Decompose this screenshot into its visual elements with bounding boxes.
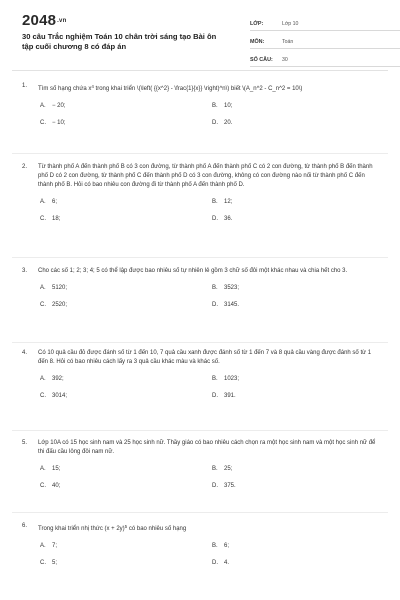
question-text: Có 10 quả cầu đỏ được đánh số từ 1 đến 10, 7 quả cầu xanh được đánh số từ 1 đến 7 và 8 quả cầu vàng được đánh số từ 1 đến 8. Hỏi có bao nhiêu cách lấy ra 3 quả cầu khác màu và khác số. <box>38 350 372 365</box>
option-d[interactable]: D. 3145. <box>212 302 240 308</box>
meta-label-subject: MÔN: <box>250 39 265 45</box>
question-3 <box>22 267 380 316</box>
question-5 <box>22 439 380 497</box>
meta-label-class: LỚP: <box>250 21 264 27</box>
header <box>22 12 380 64</box>
option-b[interactable]: B. 3523; <box>212 285 240 291</box>
question-1 <box>22 82 380 134</box>
option-a[interactable]: A. − 20; <box>40 103 66 109</box>
option-d[interactable]: D. 36. <box>212 216 233 222</box>
options <box>38 276 380 316</box>
question-number: 2. <box>22 164 28 170</box>
meta-value-subject: Toán <box>282 39 294 45</box>
question-separator <box>12 153 388 154</box>
option-d[interactable]: D. 20. <box>212 120 233 126</box>
options <box>38 534 380 574</box>
meta-row-class <box>250 14 400 31</box>
question-separator <box>12 342 388 343</box>
option-b[interactable]: B. 1023; <box>212 376 240 382</box>
question-text: Tìm số hạng chứa $x^4$ trong khai triển \(\left( {{x^2} - \frac{1}{x}} \right)^n\) biết \(A_n^2 - C_n^2 = 10\) <box>38 84 303 92</box>
question-number: 1. <box>22 83 28 89</box>
question-text: Lớp 10A có 15 học sinh nam và 25 học sinh nữ. Thầy giáo có bao nhiêu cách chọn ra một học sinh nam và một học sinh nữ để thi đấu cầu lông đôi nam nữ. <box>38 440 376 455</box>
option-b[interactable]: B. 25; <box>212 466 233 472</box>
option-a[interactable]: A. 6; <box>40 199 58 205</box>
option-d[interactable]: D. 391. <box>212 393 236 399</box>
option-c[interactable]: C. 2520; <box>40 302 68 308</box>
options <box>38 457 380 497</box>
options <box>38 94 380 134</box>
question-2 <box>22 163 380 230</box>
options <box>38 190 380 230</box>
option-b[interactable]: B. 12; <box>212 199 233 205</box>
question-number: 6. <box>22 523 28 529</box>
option-a[interactable]: A. 5120; <box>40 285 68 291</box>
question-number: 5. <box>22 440 28 446</box>
option-a[interactable]: A. 392; <box>40 376 64 382</box>
option-c[interactable]: C. 40; <box>40 483 61 489</box>
option-c[interactable]: C. 3014; <box>40 393 68 399</box>
option-c[interactable]: C. 5; <box>40 560 58 566</box>
question-text: Từ thành phố A đến thành phố B có 3 con đường, từ thành phố A đến thành phố C có 2 con đường, từ thành phố B đến thành phố D có 2 con đường, từ thành phố C đến thành phố D có 3 con đường, không có con đường nào nối từ thành phố C đến thành phố B. Hỏi có bao nhiêu con đường đi từ thành phố A đến thành phố D. <box>38 164 373 188</box>
meta-row-count <box>250 50 400 67</box>
meta-label-count: SỐ CÂU: <box>250 57 273 63</box>
question-6 <box>22 522 380 574</box>
options <box>38 367 380 407</box>
option-b[interactable]: B. 6; <box>212 543 230 549</box>
meta-value-count: 30 <box>282 57 288 63</box>
question-text: Trong khai triển nhị thức $(x + 2y)^5$ có bao nhiêu số hạng <box>38 524 187 532</box>
question-number: 3. <box>22 268 28 274</box>
document-title: 30 câu Trắc nghiệm Toán 10 chân trời sáng tạo Bài ôn tập cuối chương 8 có đáp án <box>22 32 217 51</box>
meta-info <box>250 14 400 68</box>
question-separator <box>12 257 388 258</box>
question-separator <box>12 430 388 431</box>
question-separator <box>12 512 388 513</box>
meta-row-subject <box>250 32 400 49</box>
option-a[interactable]: A. 15; <box>40 466 61 472</box>
question-4 <box>22 349 380 407</box>
question-text: Cho các số 1; 2; 3; 4; 5 có thể lập được bao nhiêu số tự nhiên lẻ gồm 3 chữ số đôi một khác nhau và chia hết cho 3. <box>38 268 348 274</box>
option-b[interactable]: B. 10; <box>212 103 233 109</box>
meta-value-class: Lớp 10 <box>282 21 299 27</box>
option-d[interactable]: D. 4. <box>212 560 230 566</box>
site-logo[interactable]: $2048^{.vn}$ <box>22 12 67 29</box>
option-d[interactable]: D. 375. <box>212 483 236 489</box>
question-number: 4. <box>22 350 28 356</box>
header-divider <box>12 70 388 71</box>
option-c[interactable]: C. 18; <box>40 216 61 222</box>
option-c[interactable]: C. − 10; <box>40 120 66 126</box>
option-a[interactable]: A. 7; <box>40 543 58 549</box>
